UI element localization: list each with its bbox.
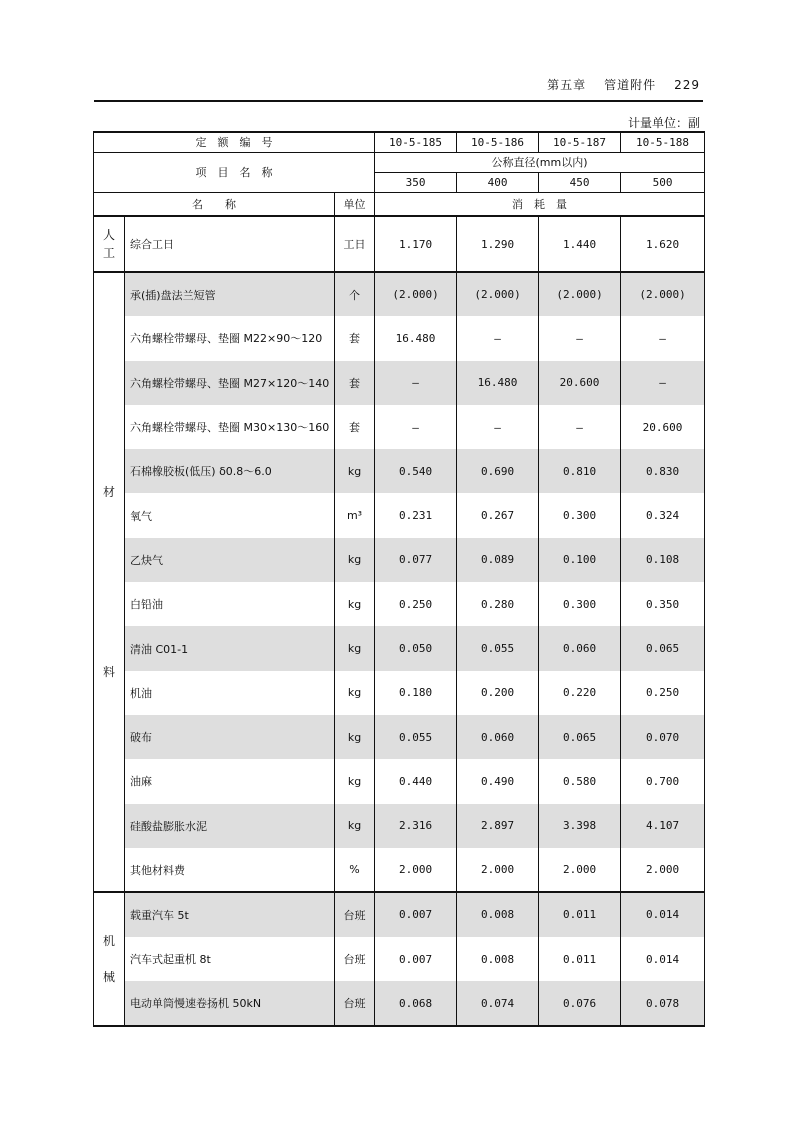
value-cell: (2.000) — [375, 272, 457, 316]
item-name: 承(插)盘法兰短管 — [125, 272, 335, 316]
value-cell: 0.300 — [539, 582, 621, 626]
item-name: 电动单筒慢速卷扬机 50kN — [125, 981, 335, 1026]
materials-row — [94, 316, 705, 360]
item-name: 乙炔气 — [125, 538, 335, 582]
item-unit: kg — [335, 804, 375, 848]
value-cell: — — [375, 405, 457, 449]
value-cell: — — [539, 405, 621, 449]
item-unit: % — [335, 848, 375, 892]
value-cell: 0.231 — [375, 493, 457, 537]
item-name: 其他材料费 — [125, 848, 335, 892]
value-cell: 0.220 — [539, 671, 621, 715]
column-header-row — [94, 192, 705, 216]
value-cell: 0.324 — [621, 493, 705, 537]
value-cell: 0.089 — [457, 538, 539, 582]
value-cell: 0.007 — [375, 937, 457, 982]
value-cell: 0.008 — [457, 892, 539, 937]
value-cell: 0.008 — [457, 937, 539, 982]
quota-number-label: 定 额 编 号 — [94, 132, 375, 152]
item-name: 白铅油 — [125, 582, 335, 626]
value-cell: 0.490 — [457, 759, 539, 803]
materials-row — [94, 538, 705, 582]
value-cell: 3.398 — [539, 804, 621, 848]
value-cell: 0.011 — [539, 937, 621, 982]
item-name-row — [94, 152, 705, 172]
value-cell: 2.316 — [375, 804, 457, 848]
item-name: 硅酸盐膨胀水泥 — [125, 804, 335, 848]
value-cell: 1.620 — [621, 216, 705, 272]
materials-row — [94, 626, 705, 670]
value-cell: 2.000 — [375, 848, 457, 892]
value-cell: (2.000) — [457, 272, 539, 316]
value-cell: 0.077 — [375, 538, 457, 582]
item-unit: 套 — [335, 316, 375, 360]
item-name: 清油 C01-1 — [125, 626, 335, 670]
item-unit: 套 — [335, 361, 375, 405]
materials-row — [94, 361, 705, 405]
labor-row — [94, 216, 705, 272]
value-cell: 0.200 — [457, 671, 539, 715]
item-name: 六角螺栓带螺母、垫圈 M22×90～120 — [125, 316, 335, 360]
item-unit: 台班 — [335, 937, 375, 982]
code-cell: 10-5-185 — [375, 132, 457, 152]
diameter-cell: 450 — [539, 172, 621, 192]
item-unit: 套 — [335, 405, 375, 449]
item-unit: 个 — [335, 272, 375, 316]
value-cell: 0.065 — [539, 715, 621, 759]
value-cell: — — [457, 405, 539, 449]
value-cell: 0.055 — [457, 626, 539, 670]
machinery-row — [94, 981, 705, 1026]
value-cell: 0.014 — [621, 937, 705, 982]
value-cell: 0.014 — [621, 892, 705, 937]
value-cell: 0.250 — [621, 671, 705, 715]
item-unit: kg — [335, 715, 375, 759]
labor-category: 人 工 — [94, 216, 125, 272]
chapter-title: 管道附件 — [604, 78, 657, 92]
item-name: 石棉橡胶板(低压) δ0.8～6.0 — [125, 449, 335, 493]
chapter-label: 第五章 — [547, 78, 587, 92]
value-cell: 2.000 — [457, 848, 539, 892]
item-name: 六角螺栓带螺母、垫圈 M27×120～140 — [125, 361, 335, 405]
materials-row — [94, 759, 705, 803]
item-unit: 工日 — [335, 216, 375, 272]
value-cell: 4.107 — [621, 804, 705, 848]
value-cell: 16.480 — [457, 361, 539, 405]
materials-row — [94, 804, 705, 848]
value-cell: 0.830 — [621, 449, 705, 493]
item-unit: kg — [335, 626, 375, 670]
value-cell: 1.170 — [375, 216, 457, 272]
col-unit-label: 单位 — [335, 192, 375, 216]
value-cell: 0.068 — [375, 981, 457, 1026]
materials-row — [94, 671, 705, 715]
value-cell: 0.580 — [539, 759, 621, 803]
item-name: 六角螺栓带螺母、垫圈 M30×130～160 — [125, 405, 335, 449]
value-cell: 0.180 — [375, 671, 457, 715]
value-cell: 0.060 — [539, 626, 621, 670]
value-cell: 0.007 — [375, 892, 457, 937]
unit-note: 计量单位：副 — [627, 116, 700, 130]
materials-row — [94, 582, 705, 626]
item-unit: kg — [335, 671, 375, 715]
value-cell: 0.100 — [539, 538, 621, 582]
item-unit: 台班 — [335, 981, 375, 1026]
value-cell: (2.000) — [539, 272, 621, 316]
item-name: 机油 — [125, 671, 335, 715]
value-cell: 0.108 — [621, 538, 705, 582]
value-cell: 0.267 — [457, 493, 539, 537]
machinery-category: 机 械 — [94, 892, 125, 1026]
item-unit: kg — [335, 582, 375, 626]
value-cell: 2.000 — [621, 848, 705, 892]
value-cell: 0.060 — [457, 715, 539, 759]
item-name: 汽车式起重机 8t — [125, 937, 335, 982]
value-cell: 0.250 — [375, 582, 457, 626]
value-cell: — — [621, 316, 705, 360]
materials-row — [94, 272, 705, 316]
value-cell: — — [375, 361, 457, 405]
value-cell: 0.700 — [621, 759, 705, 803]
value-cell: 0.280 — [457, 582, 539, 626]
value-cell: — — [457, 316, 539, 360]
materials-row — [94, 405, 705, 449]
materials-row — [94, 715, 705, 759]
value-cell: 16.480 — [375, 316, 457, 360]
running-head — [529, 76, 700, 93]
item-name-label: 项 目 名 称 — [94, 152, 375, 192]
materials-category: 材 料 — [94, 272, 125, 892]
value-cell: 1.290 — [457, 216, 539, 272]
value-cell: 0.076 — [539, 981, 621, 1026]
materials-row — [94, 493, 705, 537]
quota-number-row — [94, 132, 705, 152]
header-rule — [94, 100, 703, 102]
col-name-label: 名 称 — [94, 192, 335, 216]
page-number: 229 — [674, 78, 700, 92]
value-cell: 2.897 — [457, 804, 539, 848]
value-cell: 20.600 — [539, 361, 621, 405]
value-cell: 0.440 — [375, 759, 457, 803]
quota-table — [93, 131, 705, 1027]
value-cell: 0.690 — [457, 449, 539, 493]
consumption-label: 消 耗 量 — [375, 192, 705, 216]
value-cell: 0.078 — [621, 981, 705, 1026]
item-name: 氧气 — [125, 493, 335, 537]
code-cell: 10-5-188 — [621, 132, 705, 152]
item-unit: kg — [335, 759, 375, 803]
value-cell: 0.011 — [539, 892, 621, 937]
diameter-cell: 500 — [621, 172, 705, 192]
value-cell: 0.074 — [457, 981, 539, 1026]
machinery-row — [94, 937, 705, 982]
value-cell: 20.600 — [621, 405, 705, 449]
item-name: 载重汽车 5t — [125, 892, 335, 937]
value-cell: 0.065 — [621, 626, 705, 670]
value-cell: 0.050 — [375, 626, 457, 670]
diameter-cell: 350 — [375, 172, 457, 192]
item-unit: kg — [335, 449, 375, 493]
item-unit: 台班 — [335, 892, 375, 937]
value-cell: 0.350 — [621, 582, 705, 626]
value-cell: 0.300 — [539, 493, 621, 537]
code-cell: 10-5-186 — [457, 132, 539, 152]
item-unit: m³ — [335, 493, 375, 537]
value-cell: — — [621, 361, 705, 405]
materials-row — [94, 848, 705, 892]
code-cell: 10-5-187 — [539, 132, 621, 152]
item-name: 油麻 — [125, 759, 335, 803]
value-cell: (2.000) — [621, 272, 705, 316]
item-name: 综合工日 — [125, 216, 335, 272]
materials-row — [94, 449, 705, 493]
item-unit: kg — [335, 538, 375, 582]
value-cell: 0.070 — [621, 715, 705, 759]
diameter-cell: 400 — [457, 172, 539, 192]
machinery-row — [94, 892, 705, 937]
value-cell: 0.810 — [539, 449, 621, 493]
value-cell: 1.440 — [539, 216, 621, 272]
value-cell: 0.540 — [375, 449, 457, 493]
value-cell: 0.055 — [375, 715, 457, 759]
item-name: 破布 — [125, 715, 335, 759]
value-cell: — — [539, 316, 621, 360]
param-label: 公称直径(mm以内) — [375, 152, 705, 172]
value-cell: 2.000 — [539, 848, 621, 892]
